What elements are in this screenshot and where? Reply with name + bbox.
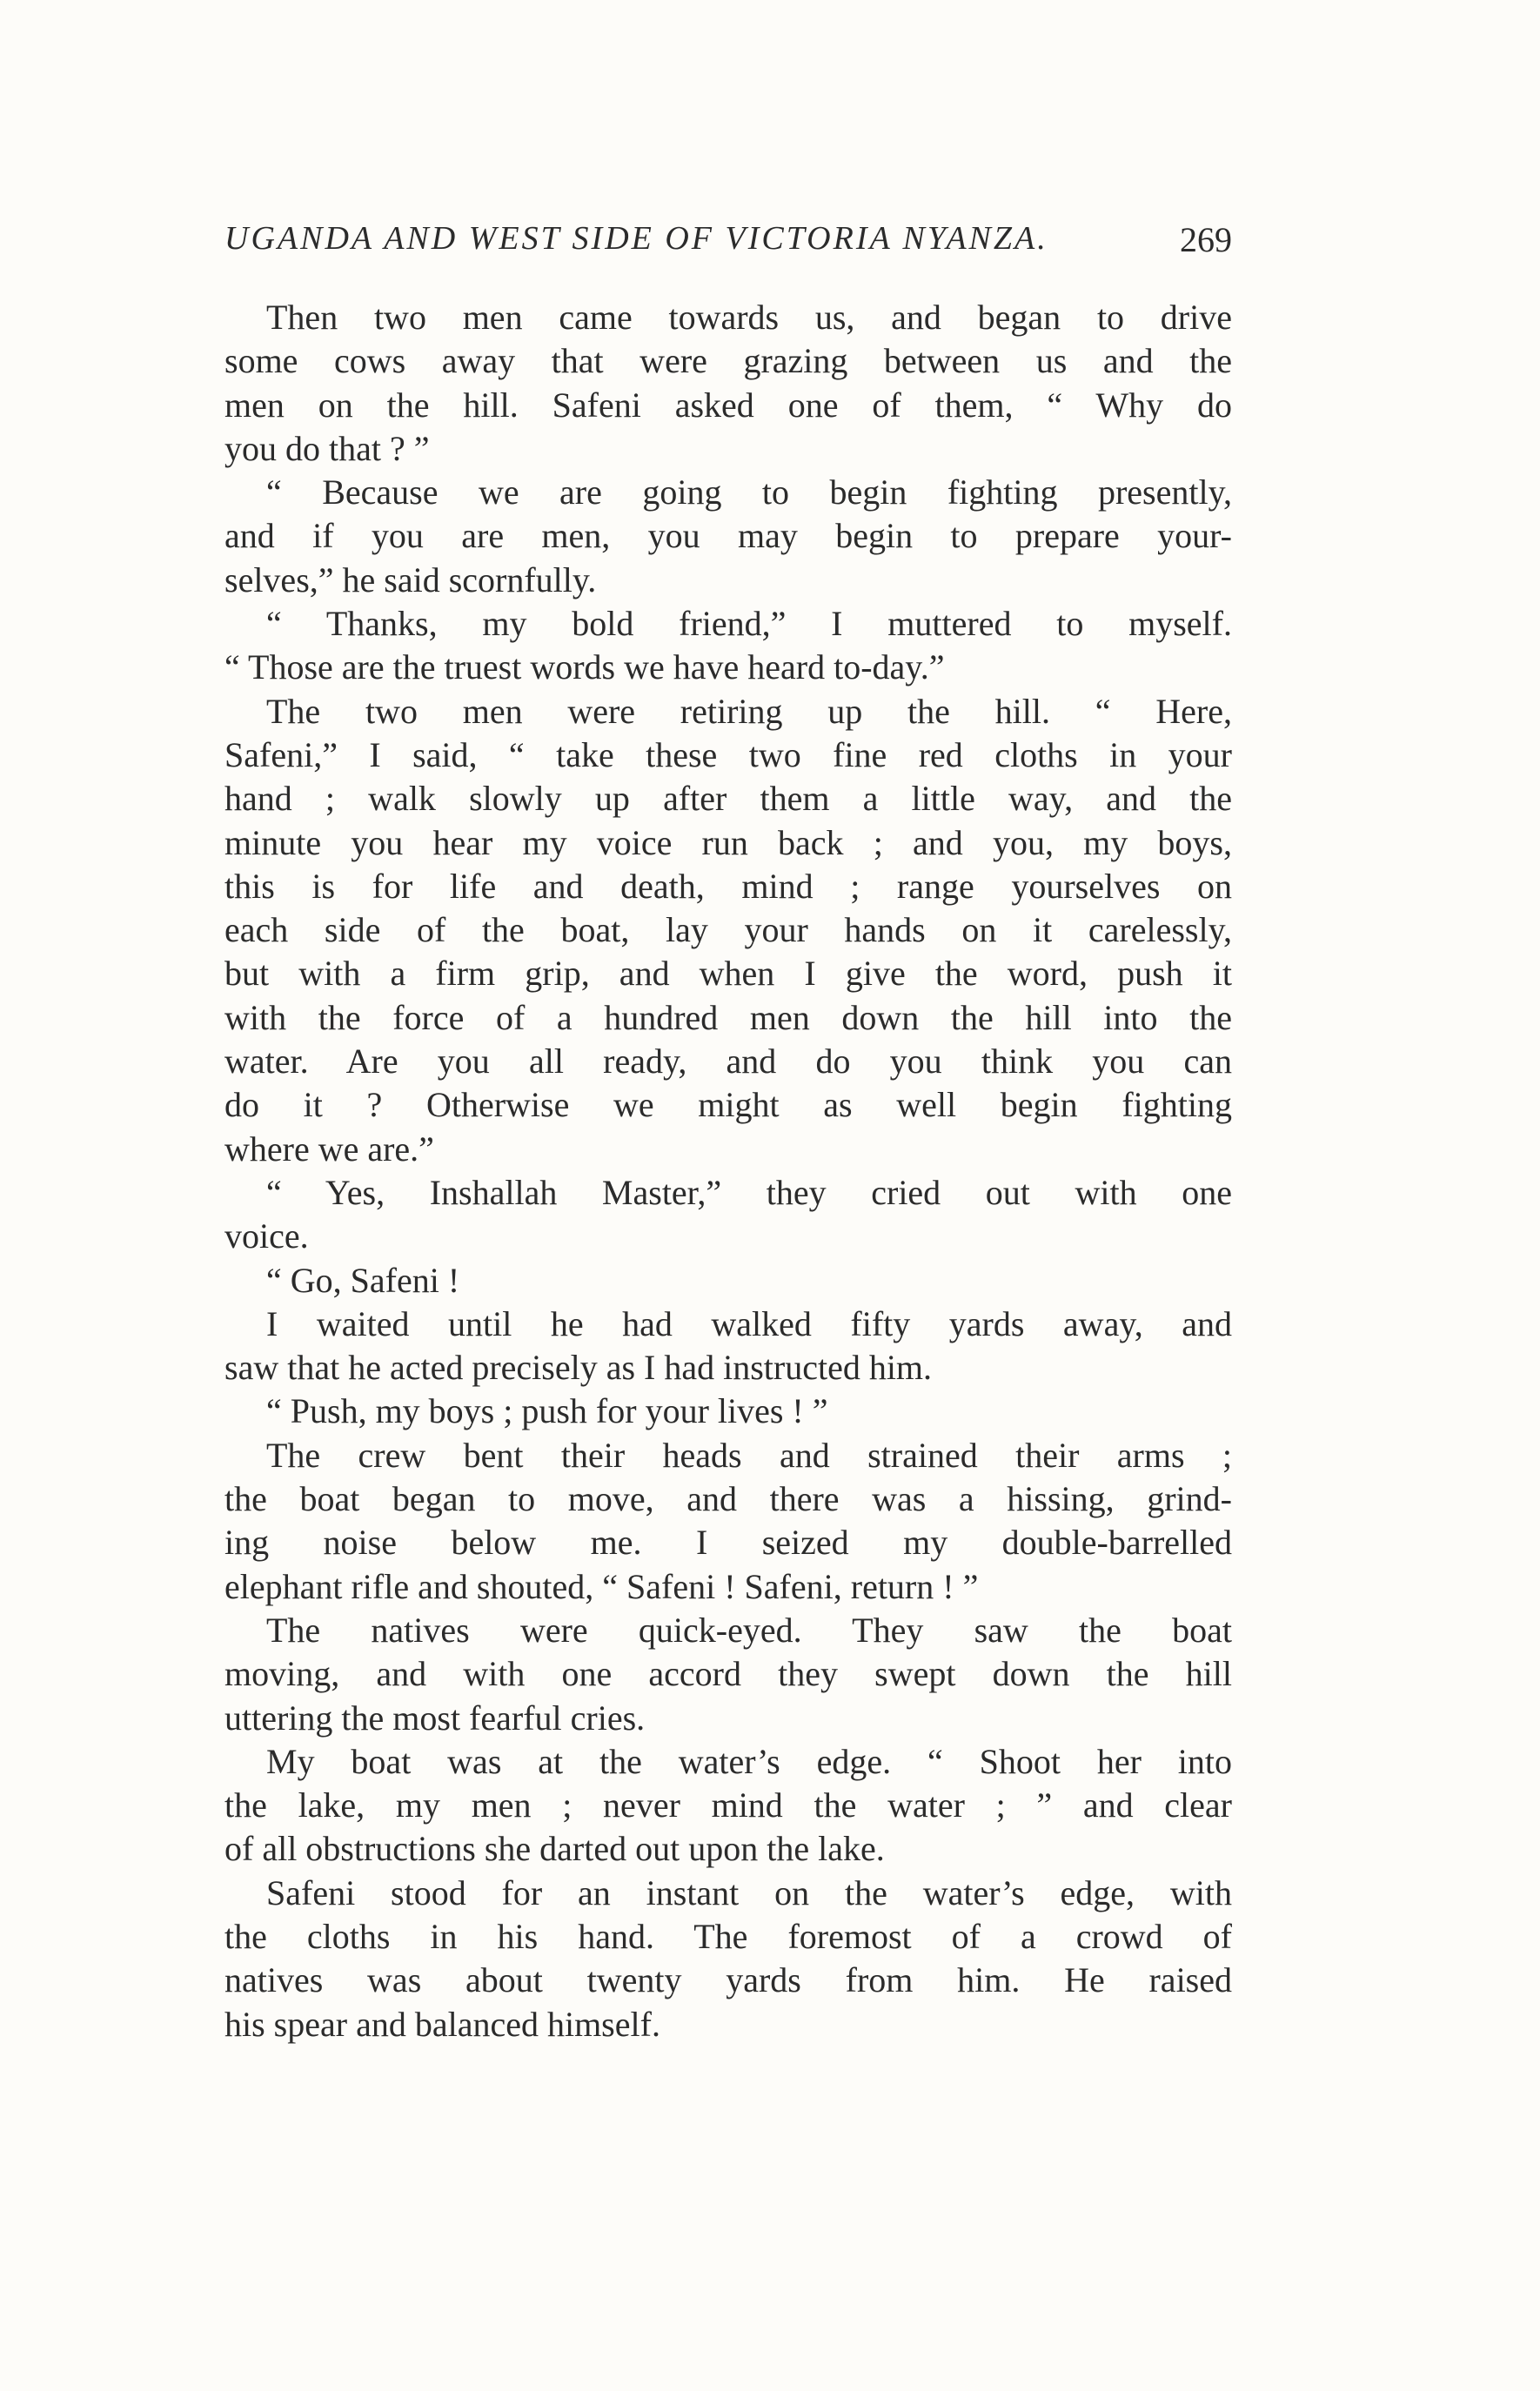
text-line: elephant rifle and shouted, “ Safeni ! Safeni, return ! ” bbox=[224, 1566, 979, 1606]
text-line: but with a firm grip, and when I give the word, push it bbox=[224, 954, 1232, 994]
text-line: the boat began to move, and there was a hissing, grind- bbox=[224, 1479, 1232, 1519]
text-line: do it ? Otherwise we might as well begin fighting bbox=[224, 1085, 1232, 1125]
text-line: The two men were retiring up the hill. “ Here, bbox=[266, 691, 1232, 731]
text-line: natives was about twenty yards from him. He raised bbox=[224, 1960, 1232, 2000]
running-title: UGANDA AND WEST SIDE OF VICTORIA NYANZA. bbox=[224, 220, 1048, 257]
text-line: you do that ? ” bbox=[224, 428, 430, 468]
body-text bbox=[224, 296, 1232, 2046]
page-number: 269 bbox=[1180, 220, 1232, 259]
page-header bbox=[224, 219, 1232, 271]
text-line: this is for life and death, mind ; range yourselves on bbox=[224, 866, 1232, 906]
text-line: My boat was at the water’s edge. “ Shoot her into bbox=[266, 1741, 1232, 1781]
text-line: hand ; walk slowly up after them a little way, and the bbox=[224, 779, 1232, 819]
text-line: Then two men came towards us, and began to drive bbox=[266, 298, 1232, 337]
text-line: “ Thanks, my bold friend,” I muttered to myself. bbox=[266, 604, 1232, 644]
text-line: uttering the most fearful cries. bbox=[224, 1698, 646, 1738]
text-line: “ Go, Safeni ! bbox=[266, 1260, 460, 1300]
text-line: I waited until he had walked fifty yards away, and bbox=[266, 1303, 1232, 1343]
text-line: some cows away that were grazing between us and the bbox=[224, 341, 1232, 381]
text-line: water. Are you all ready, and do you think you can bbox=[224, 1041, 1232, 1082]
text-line: ing noise below me. I seized my double-barrelled bbox=[224, 1523, 1232, 1563]
text-line: of all obstructions she darted out upon the lake. bbox=[224, 1829, 885, 1869]
text-line: each side of the boat, lay your hands on it carelessly, bbox=[224, 910, 1232, 950]
text-line: and if you are men, you may begin to prepare your- bbox=[224, 516, 1232, 556]
text-line: The crew bent their heads and strained their arms ; bbox=[266, 1435, 1232, 1475]
text-line: voice. bbox=[224, 1216, 309, 1256]
text-line: “ Those are the truest words we have heard to-day.” bbox=[224, 647, 945, 687]
text-line: where we are.” bbox=[224, 1129, 434, 1169]
text-line: moving, and with one accord they swept down the hill bbox=[224, 1654, 1232, 1694]
text-line: “ Because we are going to begin fighting presently, bbox=[266, 472, 1232, 512]
text-line: Safeni,” I said, “ take these two fine red cloths in your bbox=[224, 734, 1232, 774]
text-line: The natives were quick-eyed. They saw the boat bbox=[266, 1610, 1232, 1650]
text-line: “ Push, my boys ; push for your lives ! ” bbox=[266, 1391, 828, 1431]
text-line: saw that he acted precisely as I had instructed him. bbox=[224, 1348, 933, 1388]
text-line: the lake, my men ; never mind the water ; ” and clear bbox=[224, 1785, 1232, 1825]
text-line: the cloths in his hand. The foremost of a crowd of bbox=[224, 1916, 1232, 1956]
text-line: “ Yes, Inshallah Master,” they cried out with one bbox=[266, 1172, 1232, 1212]
text-line: selves,” he said scornfully. bbox=[224, 559, 597, 599]
text-line: Safeni stood for an instant on the water’s edge, with bbox=[266, 1872, 1232, 1912]
text-line: minute you hear my voice run back ; and you, my boys, bbox=[224, 822, 1232, 862]
text-line: with the force of a hundred men down the hill into the bbox=[224, 997, 1232, 1037]
text-line: his spear and balanced himself. bbox=[224, 2004, 660, 2044]
text-line: men on the hill. Safeni asked one of them, “ Why do bbox=[224, 385, 1232, 425]
